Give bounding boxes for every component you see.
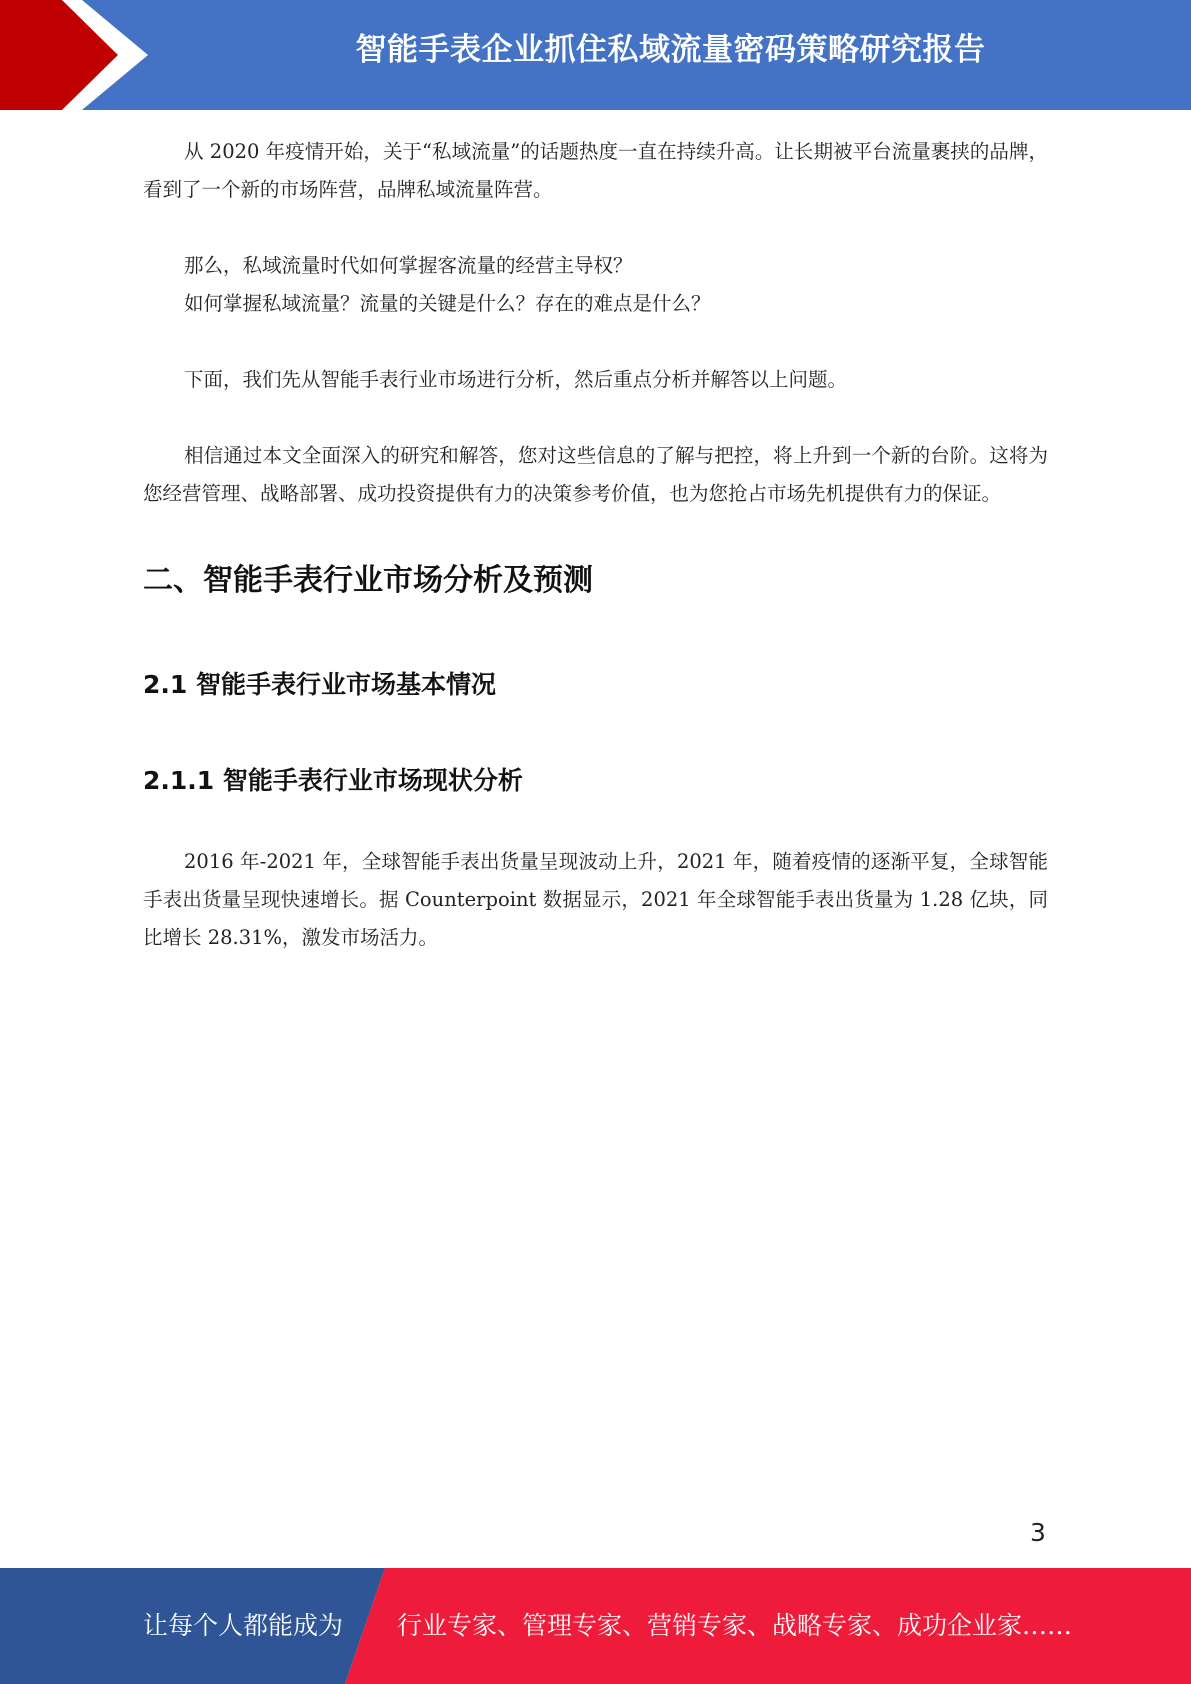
question-line-2: 如何掌握私域流量？流量的关键是什么？存在的难点是什么？ [184,292,711,315]
section-heading: 二、智能手表行业市场分析及预测 [143,563,593,598]
page-content [143,133,1048,957]
footer-bar [0,1568,1191,1684]
report-title: 智能手表企业抓住私域流量密码策略研究报告 [355,32,986,68]
footer-slogan-right: 行业专家、管理专家、营销专家、战略专家、成功企业家…… [397,1611,1073,1640]
intro-paragraph: 从 2020 年疫情开始，关于“私域流量”的话题热度一直在持续升高。让长期被平台流量裹挟的品牌，看到了一个新的市场阵营，品牌私域流量阵营。 [143,140,1048,201]
question-line-1: 那么，私域流量时代如何掌握客流量的经营主导权？ [184,254,633,277]
page-number: 3 [1030,1518,1046,1547]
subsubsection-heading: 2.1.1 智能手表行业市场现状分析 [143,766,523,795]
header-bar [0,0,1191,110]
value-paragraph: 相信通过本文全面深入的研究和解答，您对这些信息的了解与把控，将上升到一个新的台阶。这将为您经营管理、战略部署、成功投资提供有力的决策参考价值，也为您抢占市场先机提供有力的保证。 [143,444,1048,505]
analysis-paragraph: 2016 年-2021 年，全球智能手表出货量呈现波动上升，2021 年，随着疫情的逐渐平复，全球智能手表出货量呈现快速增长。据 Counterpoint 数据显示，2021 年全球智能手表出货量为 1.28 亿块，同比增长 28.31%，激发市场活力。 [143,850,1048,949]
footer-slogan-left: 让每个人都能成为 [143,1611,344,1640]
subsection-heading: 2.1 智能手表行业市场基本情况 [143,670,496,699]
plan-paragraph: 下面，我们先从智能手表行业市场进行分析，然后重点分析并解答以上问题。 [184,368,848,391]
